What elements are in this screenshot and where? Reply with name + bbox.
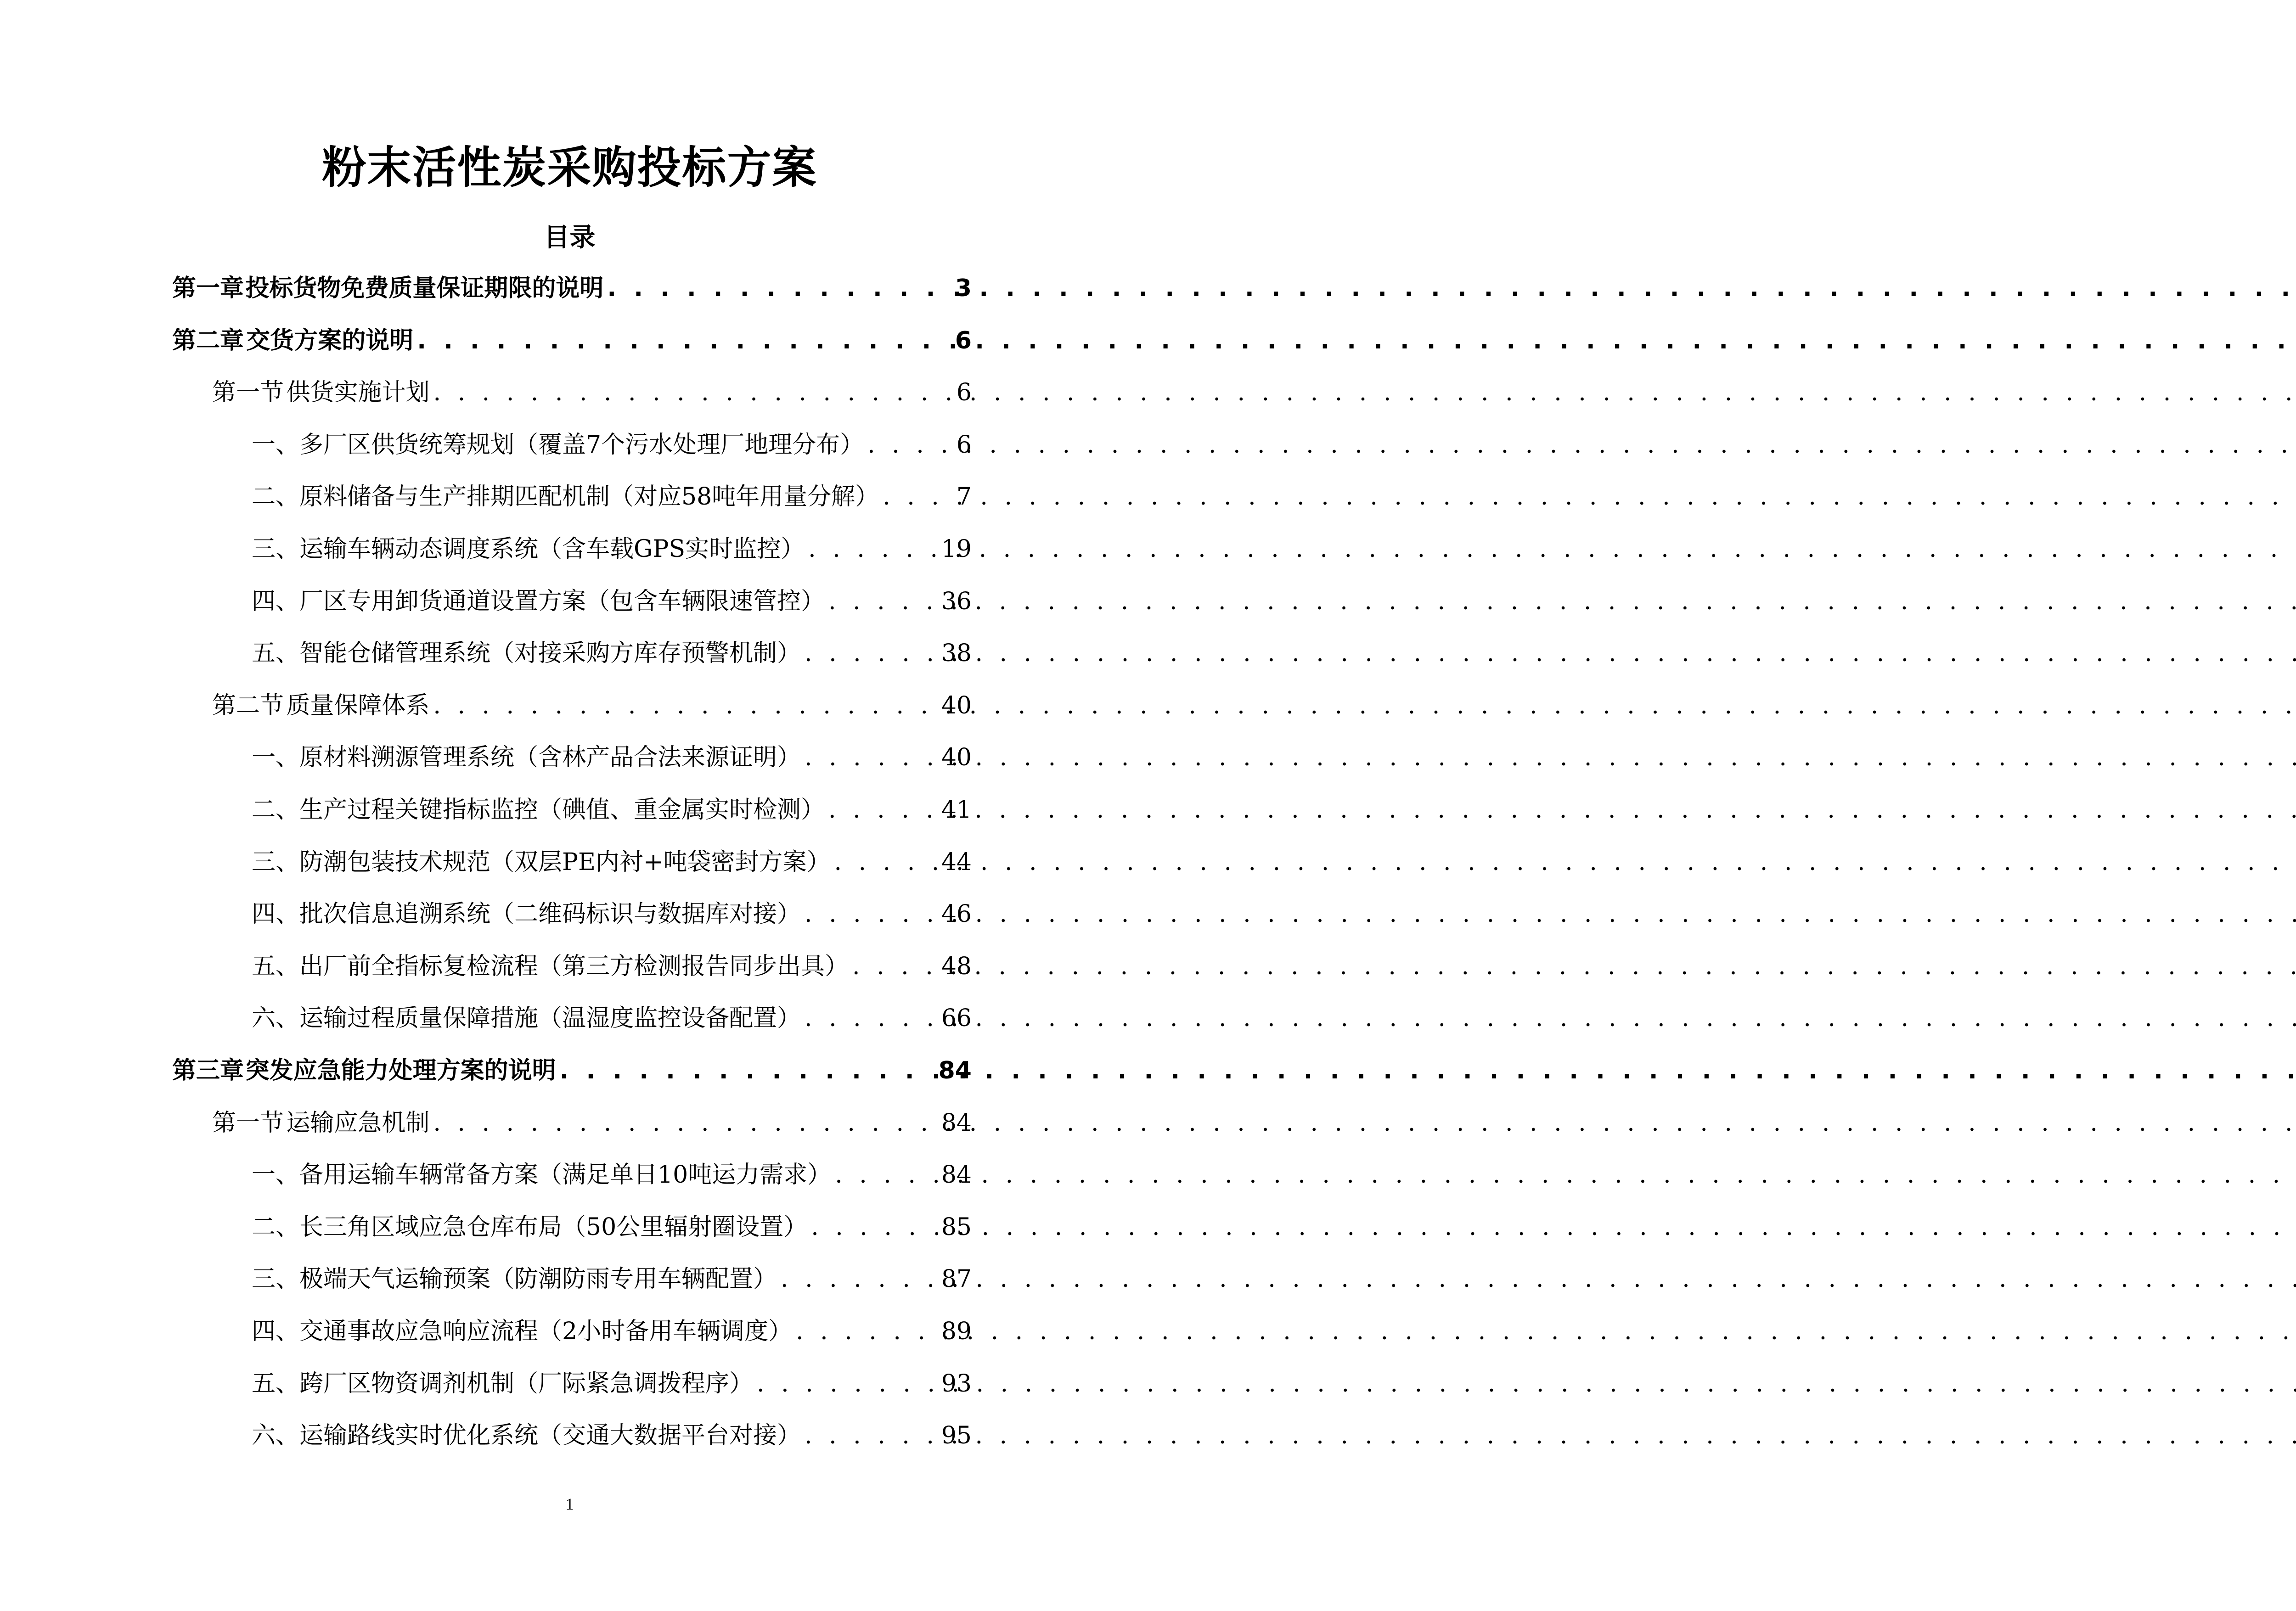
toc-entry-page: 6 [956,379,972,406]
toc-entry[interactable] [252,1311,972,1352]
toc-entry-number: 五、 [252,640,300,667]
toc-entry-number: 五、 [252,1370,300,1398]
toc-entry-title: 运输应急机制 [286,1109,430,1137]
toc-entry-page: 41 [941,796,972,824]
toc-entry-title: 运输路线实时优化系统（交通大数据平台对接） [299,1422,801,1449]
toc-dot-leader [805,1415,938,1456]
toc-entry[interactable] [252,946,972,987]
toc-entry-page: 7 [956,483,972,511]
toc-dot-leader [835,1154,938,1196]
toc-entry-page: 38 [941,640,972,667]
toc-entry-title: 极端天气运输预案（防潮防雨专用车辆配置） [299,1265,777,1293]
toc-entry-page: 84 [941,1161,972,1189]
toc-entry-number: 第一章 [172,275,244,302]
toc-entry-number: 第一节 [212,1109,284,1137]
toc-entry-title: 批次信息追溯系统（二维码标识与数据库对接） [299,900,801,928]
toc-dot-leader [834,842,938,883]
toc-entry[interactable] [252,893,972,935]
toc-entry-number: 一、 [252,431,300,459]
toc-entry-number: 第二节 [212,692,284,719]
toc-entry-page: 44 [941,848,972,876]
toc-entry-number: 三、 [252,535,300,563]
toc-entry-title: 智能仓储管理系统（对接采购方库存预警机制） [299,640,801,667]
toc-entry[interactable] [252,1258,972,1300]
toc-entry-number: 三、 [252,1265,300,1293]
toc-dot-leader [805,998,938,1039]
toc-dot-leader [883,476,953,517]
toc-entry[interactable] [212,1102,972,1144]
toc-entry-page: 89 [941,1318,972,1345]
toc-entry[interactable] [252,1207,972,1248]
toc-entry-title: 跨厂区物资调剂机制（厂际紧急调拨程序） [299,1370,754,1398]
toc-entry[interactable] [252,1363,972,1404]
toc-entry[interactable] [252,476,972,517]
toc-entry-title: 多厂区供货统筹规划（覆盖7个污水处理厂地理分布） [299,431,864,459]
toc-entry-number: 五、 [252,953,300,980]
toc-entry[interactable] [172,268,972,309]
toc-entry-page: 46 [941,900,972,928]
toc-entry[interactable] [252,581,972,622]
toc-dot-leader [433,685,937,726]
toc-dot-leader [811,1207,938,1248]
toc-entry-title: 厂区专用卸货通道设置方案（包含车辆限速管控） [299,588,825,615]
toc-entry-title: 投标货物免费质量保证期限的说明 [245,275,604,302]
toc-entry-number: 二、 [252,483,300,511]
toc-entry-title: 供货实施计划 [286,379,430,406]
toc-entry-title: 交货方案的说明 [246,327,414,354]
toc-entry-number: 三、 [252,848,300,876]
toc-entry[interactable] [252,998,972,1039]
toc-entry-page: 3 [955,275,972,302]
document-title: 粉末活性炭采购投标方案 [322,142,817,193]
toc-dot-leader [433,372,953,413]
toc-dot-leader [867,424,953,466]
toc-entry-page: 84 [938,1057,972,1084]
toc-entry-title: 防潮包装技术规范（双层PE内衬+吨袋密封方案） [299,848,831,876]
toc-dot-leader [433,1102,937,1144]
toc-entry-page: 40 [941,692,972,719]
toc-entry-page: 48 [941,953,972,980]
toc-entry[interactable] [252,737,972,778]
toc-dot-leader [560,1050,935,1091]
toc-entry-page: 84 [941,1109,972,1137]
toc-entry-title: 原材料溯源管理系统（含林产品合法来源证明） [299,744,801,771]
toc-entry-page: 85 [941,1213,972,1241]
toc-entry-number: 六、 [252,1005,300,1032]
toc-entry-number: 第一节 [212,379,284,406]
toc-entry[interactable] [252,528,972,570]
toc-entry[interactable] [252,1154,972,1196]
toc-entry[interactable] [172,1050,972,1091]
toc-dot-leader [607,268,951,309]
toc-entry-page: 66 [941,1005,972,1032]
toc-entry-number: 一、 [252,744,300,771]
toc-entry-page: 19 [941,535,972,563]
toc-entry-number: 四、 [252,1318,300,1345]
toc-entry-title: 原料储备与生产排期匹配机制（对应58吨年用量分解） [299,483,879,511]
toc-entry-number: 第三章 [172,1057,244,1084]
toc-dot-leader [808,528,938,570]
toc-entry-page: 87 [941,1265,972,1293]
toc-entry-title: 质量保障体系 [286,692,430,719]
toc-entry-page: 95 [941,1422,972,1449]
toc-entry-title: 长三角区域应急仓库布局（50公里辐射圈设置） [299,1213,808,1241]
toc-dot-leader [805,737,938,778]
toc-entry-title: 运输车辆动态调度系统（含车载GPS实时监控） [299,535,805,563]
toc-dot-leader [805,893,938,935]
toc-dot-leader [828,581,938,622]
toc-dot-leader [805,633,938,674]
toc-entry-page: 6 [956,431,972,459]
toc-dot-leader [417,320,951,361]
toc-dot-leader [852,946,938,987]
toc-entry[interactable] [252,1415,972,1456]
toc-entry-title: 生产过程关键指标监控（碘值、重金属实时检测） [299,796,825,824]
toc-entry-title: 运输过程质量保障措施（温湿度监控设备配置） [299,1005,801,1032]
toc-entry-number: 四、 [252,900,300,928]
toc-entry[interactable] [252,424,972,466]
toc-entry-number: 四、 [252,588,300,615]
toc-entry[interactable] [252,789,972,831]
toc-entry-number: 六、 [252,1422,300,1449]
toc-entry-page: 6 [955,327,972,354]
toc-heading: 目录 [544,223,596,253]
toc-entry-title: 突发应急能力处理方案的说明 [245,1057,556,1084]
toc-entry-page: 93 [941,1370,972,1398]
toc-entry-page: 36 [941,588,972,615]
toc-entry-number: 一、 [252,1161,300,1189]
toc-entry-title: 交通事故应急响应流程（2小时备用车辆调度） [299,1318,793,1345]
toc-dot-leader [781,1258,938,1300]
toc-entry-number: 第二章 [172,327,244,354]
page-number: 1 [565,1495,574,1513]
toc-entry-title: 出厂前全指标复检流程（第三方检测报告同步出具） [299,953,849,980]
toc-entry-number: 二、 [252,796,300,824]
toc-dot-leader [828,789,938,831]
toc-entry[interactable] [252,842,972,883]
toc-entry-page: 40 [941,744,972,771]
toc-entry-number: 二、 [252,1213,300,1241]
toc-entry[interactable] [172,320,972,361]
toc-dot-leader [796,1311,938,1352]
toc-dot-leader [757,1363,938,1404]
toc-entry[interactable] [252,633,972,674]
toc-entry[interactable] [212,372,972,413]
toc-entry[interactable] [212,685,972,726]
toc-entry-title: 备用运输车辆常备方案（满足单日10吨运力需求） [299,1161,832,1189]
